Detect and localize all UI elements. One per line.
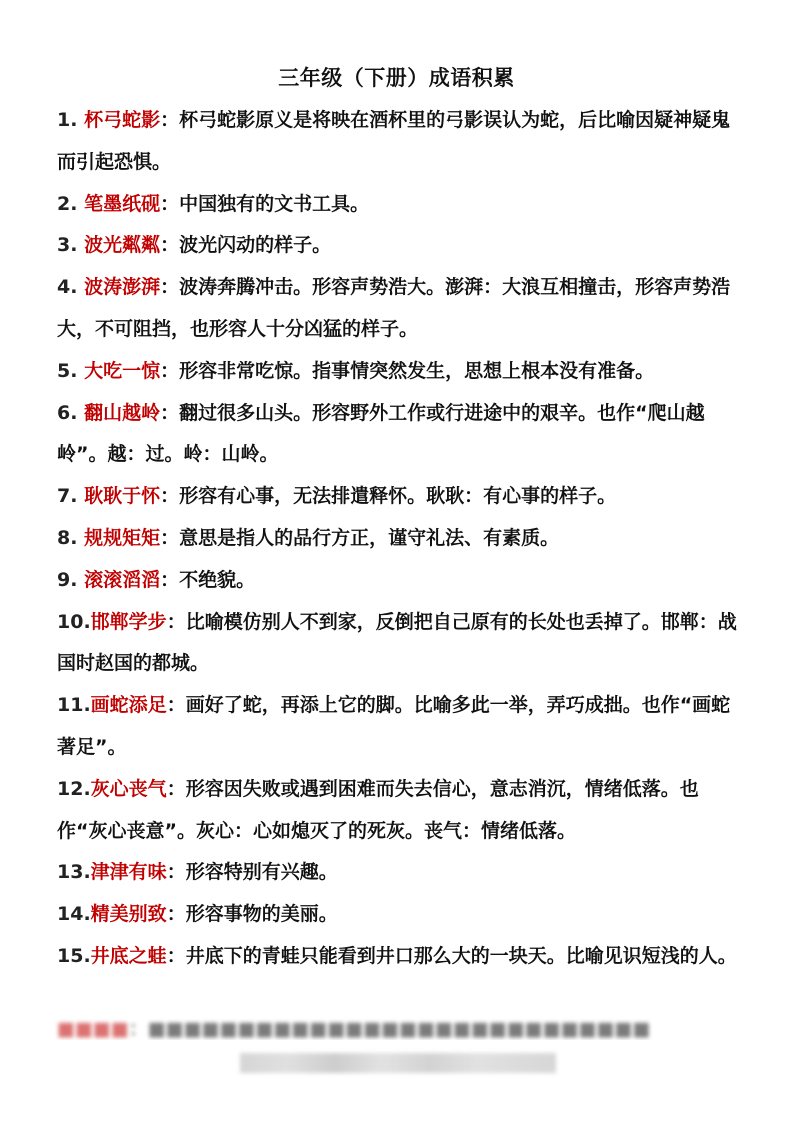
idiom-entry — [57, 769, 737, 853]
idiom-definition: ：井底下的青蛙只能看到井口那么大的一块天。比喻见识短浅的人。 — [166, 944, 737, 967]
entry-number: 8. — [57, 526, 85, 549]
idiom-definition: ：画好了蛇，再添上它的脚。比喻多此一举，弄巧成拙。也作“画蛇著足”。 — [57, 694, 731, 758]
entry-number: 7. — [57, 485, 85, 508]
idiom-entry — [57, 393, 737, 477]
entry-number: 10. — [57, 610, 91, 633]
idiom-definition: ：形容特别有兴趣。 — [166, 861, 338, 884]
idiom-entry — [57, 936, 737, 978]
idiom-entry — [57, 225, 737, 267]
entry-number: 9. — [57, 568, 85, 591]
entry-number: 15. — [57, 944, 91, 967]
idiom-definition: ：形容因失败或遇到困难而失去信心，意志消沉，情绪低落。也作“灰心丧意”。灰心：心如熄灭了的死灰。丧气：情绪低落。 — [57, 777, 699, 842]
entry-number: 3. — [57, 234, 85, 257]
idiom-term: 杯弓蛇影 — [84, 109, 161, 131]
entry-number: 2. — [57, 192, 85, 215]
idiom-term: 大吃一惊 — [84, 359, 161, 382]
idiom-entry — [57, 267, 737, 351]
idiom-entry — [57, 894, 737, 936]
idiom-term: 滚滚滔滔 — [84, 568, 161, 591]
idiom-definition: ：形容事物的美丽。 — [166, 903, 338, 926]
idiom-entry — [57, 476, 737, 518]
entry-number: 14. — [57, 903, 91, 926]
idiom-definition: ：杯弓蛇影原义是将映在酒杯里的弓影误认为蛇，后比喻因疑神疑鬼而引起恐惧。 — [57, 109, 731, 173]
idiom-definition: ：波涛奔腾冲击。形容声势浩大。澎湃：大浪互相撞击，形容声势浩大，不可阻挡，也形容人十分凶猛的样子。 — [57, 276, 731, 340]
idiom-term: 津津有味 — [90, 861, 167, 884]
idiom-entry — [57, 685, 737, 769]
idiom-term: 波光粼粼 — [84, 234, 161, 257]
idiom-entry — [57, 351, 737, 393]
idiom-term: 耿耿于怀 — [84, 485, 161, 508]
idiom-entry — [57, 100, 737, 184]
entry-number: 1. — [57, 109, 85, 131]
entry-number: 12. — [57, 777, 91, 800]
idiom-entry — [57, 518, 737, 560]
idiom-definition: ：形容非常吃惊。指事情突然发生，思想上根本没有准备。 — [160, 359, 655, 382]
idiom-entry — [57, 184, 737, 226]
idiom-term: 井底之蛙 — [90, 944, 167, 967]
idiom-term: 翻山越岭 — [84, 401, 161, 424]
idiom-term: 邯郸学步 — [90, 610, 167, 633]
idiom-definition: ：意思是指人的品行方正，谨守礼法、有素质。 — [160, 526, 560, 549]
idiom-definition: ：比喻模仿别人不到家，反倒把自己原有的长处也丢掉了。邯郸：战国时赵国的都城。 — [57, 610, 737, 675]
blurred-watermark-bar — [240, 1053, 556, 1073]
entry-number: 4. — [57, 276, 85, 299]
idiom-definition: ：翻过很多山头。形容野外工作或行进途中的艰辛。也作“爬山越岭”。越：过。岭：山岭。 — [57, 401, 705, 466]
idiom-entry — [57, 560, 737, 602]
idiom-definition: ：中国独有的文书工具。 — [160, 192, 370, 215]
obscured-next-entry: ■■■■：■■■■■■■■■■■■■■■■■■■■■■■■■■■■ — [57, 1018, 651, 1040]
idiom-definition: ：不绝貌。 — [160, 568, 256, 591]
entry-number: 13. — [57, 861, 91, 884]
idiom-term: 画蛇添足 — [90, 694, 167, 717]
entry-number: 11. — [57, 694, 91, 717]
idiom-list — [57, 100, 737, 978]
idiom-term: 精美别致 — [90, 903, 167, 926]
idiom-term: 波涛澎湃 — [84, 276, 161, 299]
idiom-entry — [57, 602, 737, 686]
idiom-term: 灰心丧气 — [90, 777, 167, 800]
page-title: 三年级（下册）成语积累 — [278, 66, 515, 90]
idiom-definition: ：波光闪动的样子。 — [160, 234, 332, 257]
entry-number: 6. — [57, 401, 85, 424]
idiom-entry — [57, 852, 737, 894]
idiom-term: 规规矩矩 — [84, 526, 161, 549]
idiom-definition: ：形容有心事，无法排遣释怀。耿耿：有心事的样子。 — [160, 485, 617, 508]
entry-number: 5. — [57, 359, 85, 382]
idiom-term: 笔墨纸砚 — [84, 192, 161, 215]
